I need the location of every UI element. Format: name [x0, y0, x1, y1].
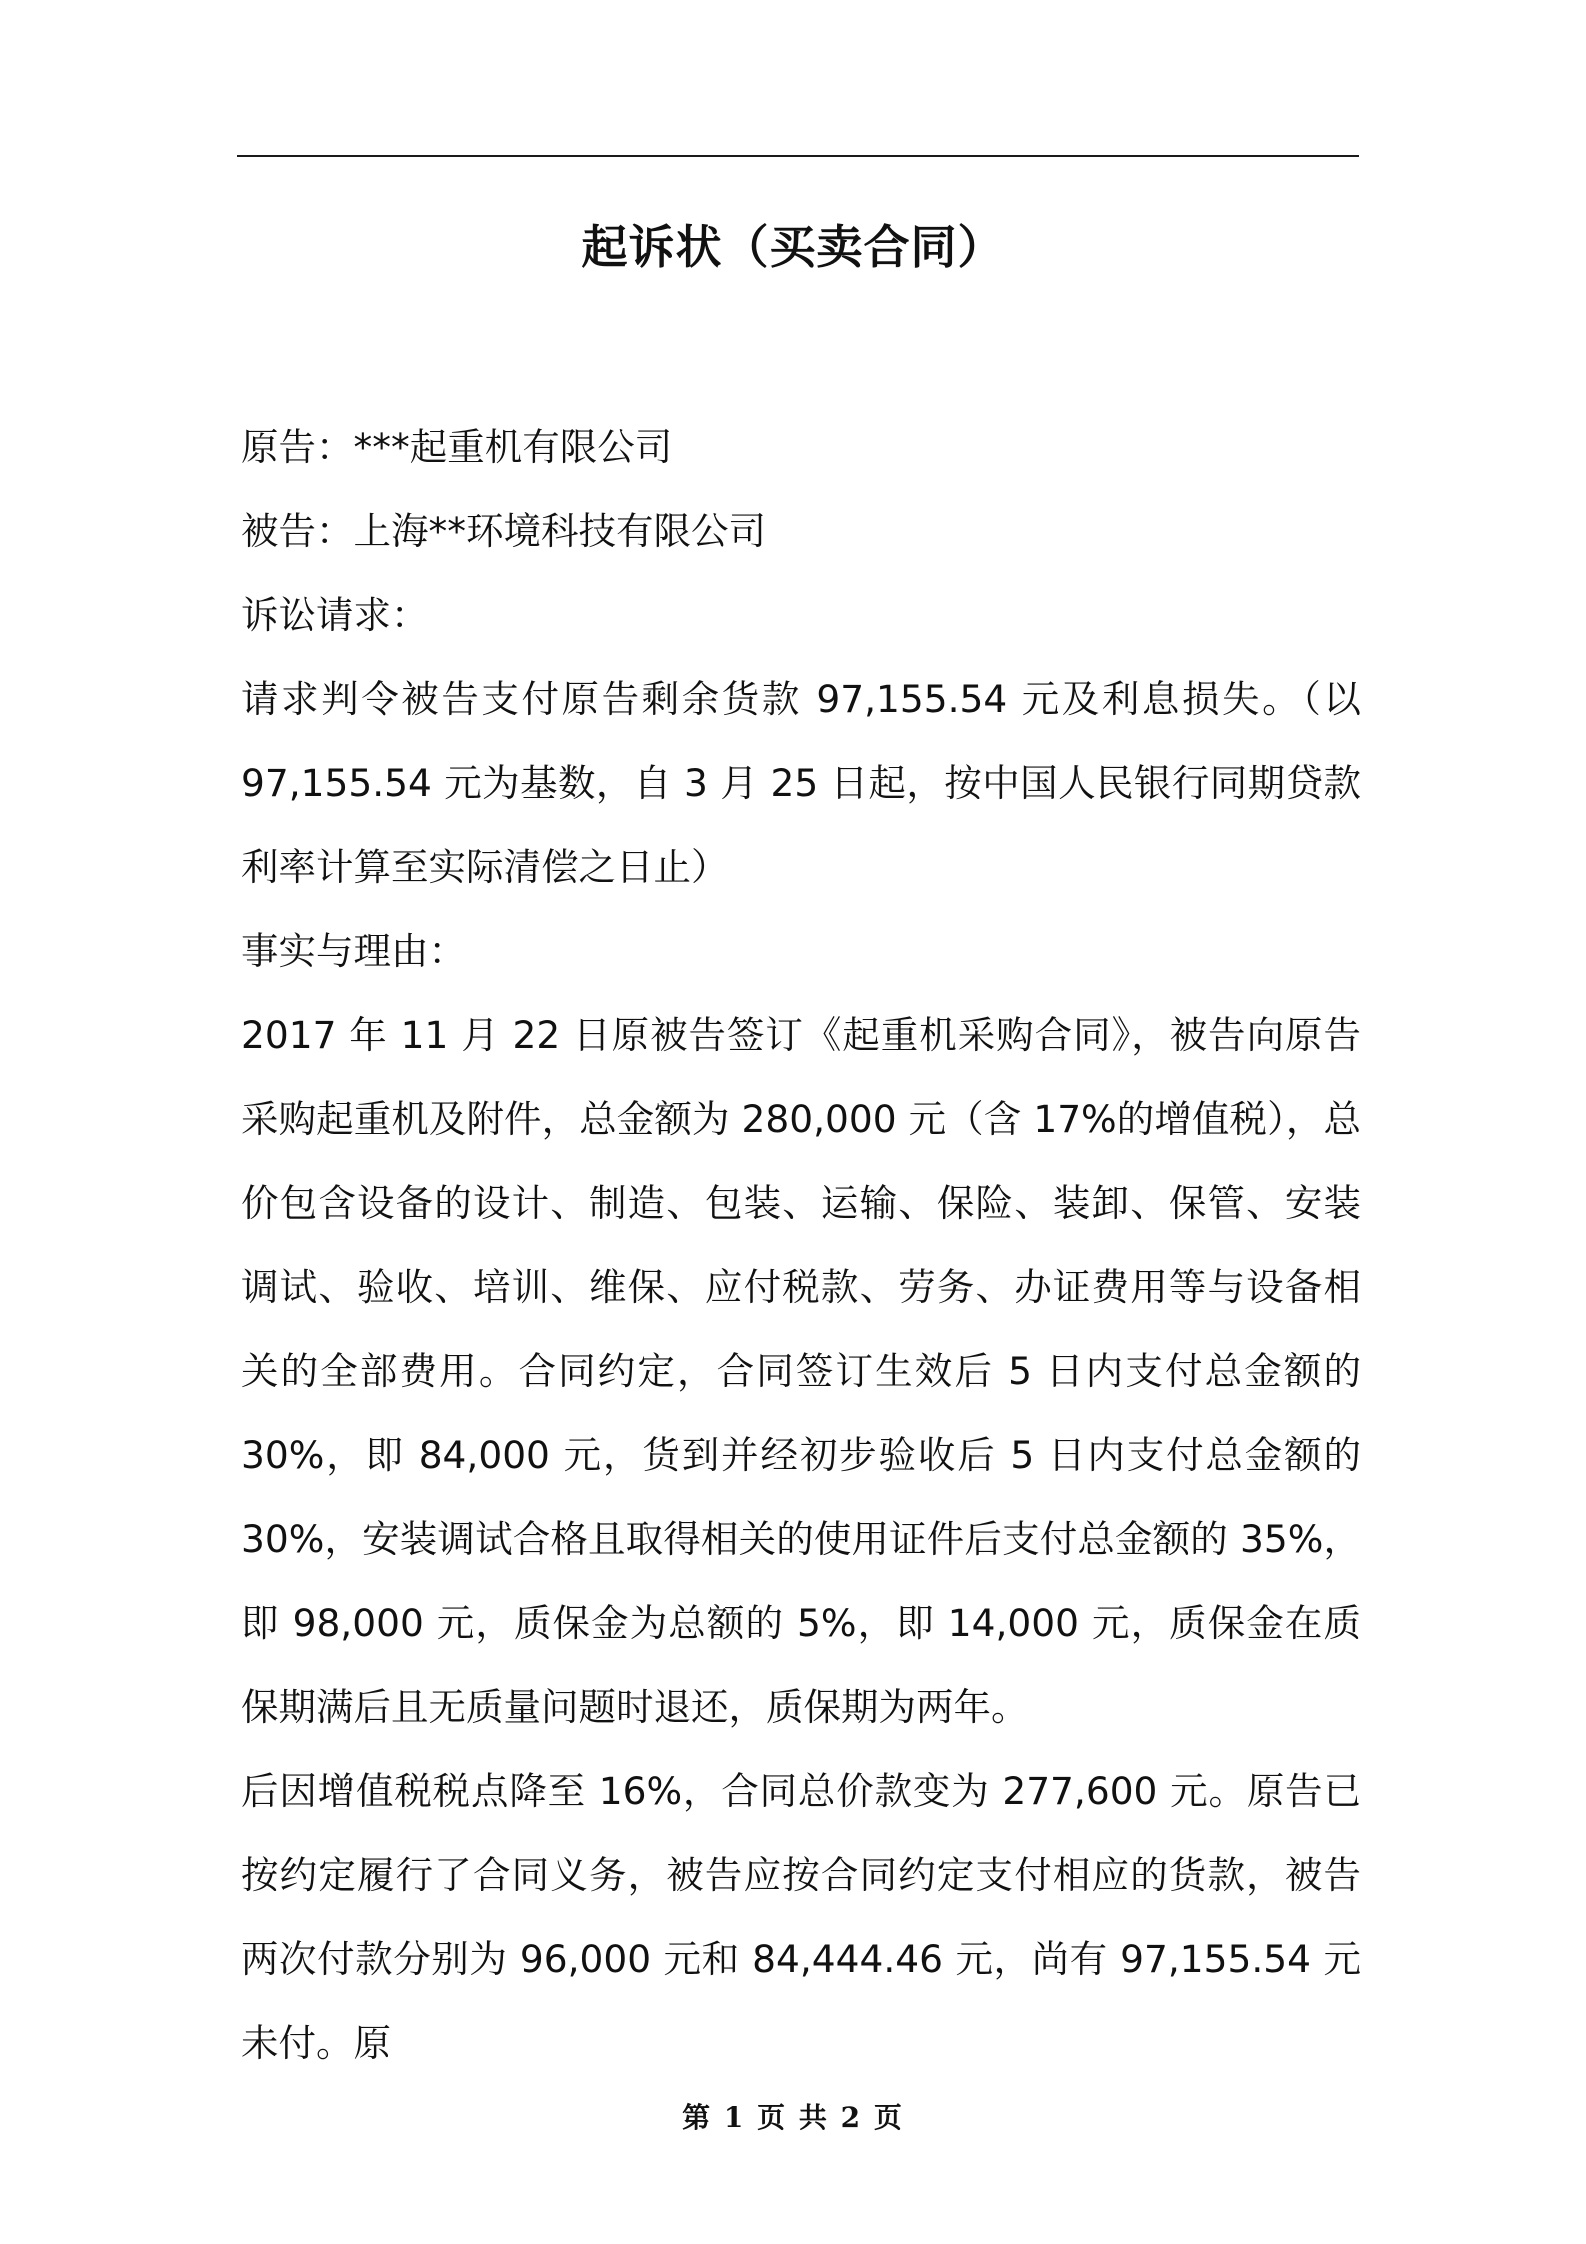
claims-heading: 诉讼请求：: [241, 593, 429, 637]
facts-heading: 事实与理由：: [241, 929, 466, 973]
document-body: [241, 405, 1361, 2085]
header-rule: [237, 155, 1359, 157]
claims-paragraph: 请求判令被告支付原告剩余货款 97,155.54 元及利息损失。（以 97,155.54 元为基数，自 3 月 25 日起，按中国人民银行同期贷款利率计算至实际清偿之日止）: [241, 677, 1361, 889]
facts-paragraph-1: 2017 年 11 月 22 日原被告签订《起重机采购合同》，被告向原告采购起重机及附件，总金额为 280,000 元（含 17%的增值税），总价包含设备的设计、制造、包装、运输、保险、装卸、保管、安装调试、验收、培训、维保、应付税款、劳务、办证费用等与设备相关的全部费用。合同约定，合同签订生效后 5 日内支付总金额的 30%，即 84,000 元，货到并经初步验收后 5 日内支付总金额的 30%，安装调试合格且取得相关的使用证件后支付总金额的 35%，即 98,000 元，质保金为总额的 5%，即 14,000 元，质保金在质保期满后且无质量问题时退还，质保期为两年。: [241, 1013, 1361, 1729]
plaintiff-line: 原告：***起重机有限公司: [241, 425, 673, 469]
facts-paragraph-2: 后因增值税税点降至 16%，合同总价款变为 277,600 元。原告已按约定履行了合同义务，被告应按合同约定支付相应的货款，被告两次付款分别为 96,000 元和 84,444.46 元，尚有 97,155.54 元未付。原: [241, 1769, 1361, 2065]
document-title: 起诉状（买卖合同）: [581, 220, 1005, 274]
page-number: 第 1 页 共 2 页: [682, 2101, 904, 2134]
defendant-line: 被告：上海**环境科技有限公司: [241, 509, 766, 553]
